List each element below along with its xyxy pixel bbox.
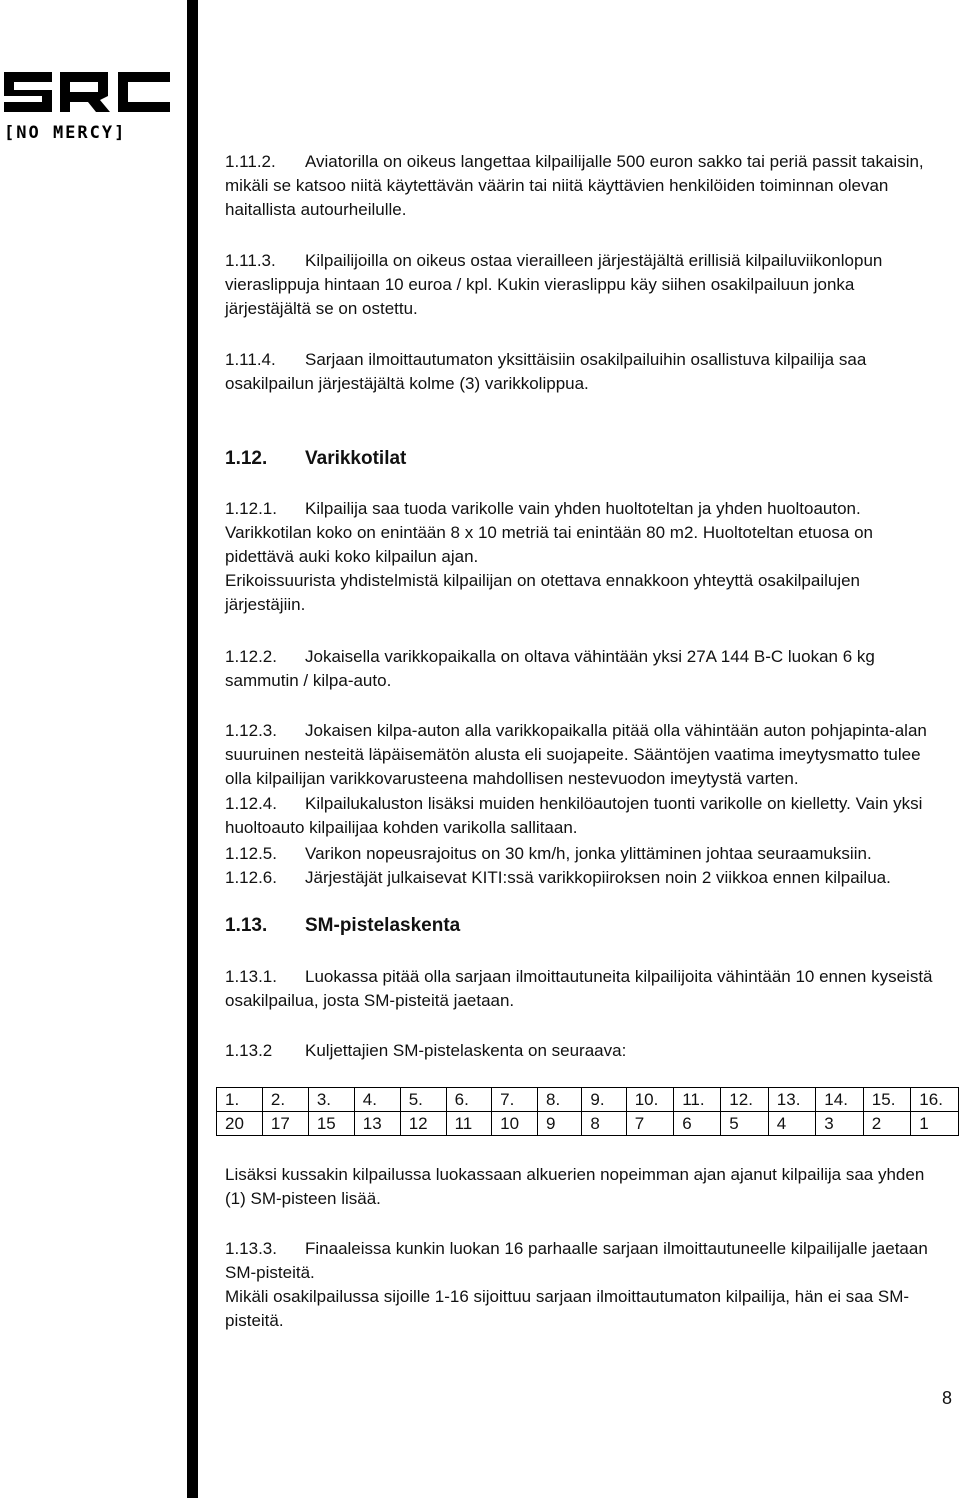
position-cell: 7. (492, 1088, 538, 1112)
section-number: 1.13.3. (225, 1239, 277, 1258)
section-1-13-2 (225, 1039, 935, 1063)
section-text: Jokaisella varikkopaikalla on oltava vähintään yksi 27A 144 B-C luokan 6 kg sammutin / kilpa-auto. (225, 647, 875, 690)
position-cell: 6. (446, 1088, 492, 1112)
section-text: Luokassa pitää olla sarjaan ilmoittautuneita kilpailijoita vähintään 10 ennen kyseistä osakilpailua, josta SM-pisteitä jaetaan. (225, 967, 933, 1010)
section-text: Kuljettajien SM-pistelaskenta on seuraava: (305, 1041, 627, 1060)
heading-number: 1.13. (225, 915, 268, 936)
positions-row (217, 1088, 959, 1112)
section-1-11-3 (225, 249, 935, 321)
position-cell: 8. (538, 1088, 582, 1112)
position-cell: 4. (354, 1088, 400, 1112)
position-cell: 12. (721, 1088, 769, 1112)
points-cell: 11 (446, 1112, 492, 1136)
points-cell: 5 (721, 1112, 769, 1136)
points-cell: 12 (400, 1112, 446, 1136)
points-cell: 8 (582, 1112, 626, 1136)
section-text: Sarjaan ilmoittautumaton yksittäisiin osakilpailuihin osallistuva kilpailija saa osakilpailun järjestäjältä kolme (3) varikkolippua. (225, 350, 867, 393)
points-cell: 6 (674, 1112, 721, 1136)
points-cell: 4 (768, 1112, 816, 1136)
section-number: 1.11.2. (225, 152, 276, 171)
sm-points-table (216, 1087, 959, 1136)
section-number: 1.11.4. (225, 350, 276, 369)
position-cell: 5. (400, 1088, 446, 1112)
heading-text: SM-pistelaskenta (305, 915, 461, 936)
section-1-12-5 (225, 842, 935, 866)
heading-sm-pistelaskenta (225, 914, 460, 938)
points-cell: 1 (911, 1112, 959, 1136)
section-text: Kilpailukaluston lisäksi muiden henkilöautojen tuonti varikolle on kielletty. Vain yksi huoltoauto kilpailijaa kohden varikolla sallitaan. (225, 794, 923, 837)
section-extra-text: Mikäli osakilpailussa sijoille 1-16 sijoittuu sarjaan ilmoittautumaton kilpailija, hän ei saa SM-pisteitä. (225, 1287, 910, 1330)
points-cell: 15 (308, 1112, 354, 1136)
section-text: Varikon nopeusrajoitus on 30 km/h, jonka ylittäminen johtaa seuraamuksiin. (305, 844, 872, 863)
section-1-12-4 (225, 792, 935, 840)
page-margin-bar (187, 0, 198, 1498)
src-no-mercy-logo (0, 66, 175, 146)
points-cell: 10 (492, 1112, 538, 1136)
section-1-11-4 (225, 348, 935, 396)
points-cell: 7 (626, 1112, 674, 1136)
section-number: 1.12.6. (225, 868, 277, 887)
section-1-12-6 (225, 866, 935, 890)
section-text: Kilpailija saa tuoda varikolle vain yhden huoltoteltan ja yhden huoltoauton. Varikkotilan koko on enintään 8 x 10 metriä tai enintään 80 m2. Huoltoteltan etuosa on pidettävä auki koko kilpailun ajan. (225, 499, 873, 566)
section-1-12-3 (225, 719, 935, 791)
section-extra-text: Erikoissuurista yhdistelmistä kilpailijan on otettava ennakkoon yhteyttä osakilpailujen järjestäjiin. (225, 571, 861, 614)
section-1-13-1 (225, 965, 935, 1013)
section-number: 1.12.3. (225, 721, 277, 740)
points-cell: 13 (354, 1112, 400, 1136)
section-1-12-2 (225, 645, 935, 693)
bonus-point-paragraph (225, 1163, 935, 1211)
section-1-11-2 (225, 150, 935, 222)
heading-text: Varikkotilat (305, 448, 407, 469)
points-cell: 2 (863, 1112, 911, 1136)
section-text: Kilpailijoilla on oikeus ostaa vierailleen järjestäjältä erillisiä kilpailuviikonlopun vieraslippuja hintaan 10 euroa / kpl. Kukin vieraslippu käy siihen osakilpailuun jonka järjestäjältä se on ostettu. (225, 251, 883, 318)
section-1-12-1 (225, 497, 935, 617)
position-cell: 9. (582, 1088, 626, 1112)
heading-number: 1.12. (225, 448, 268, 469)
section-number: 1.13.1. (225, 967, 277, 986)
position-cell: 16. (911, 1088, 959, 1112)
section-number: 1.12.2. (225, 647, 277, 666)
points-cell: 9 (538, 1112, 582, 1136)
section-text: Järjestäjät julkaisevat KITI:ssä varikkopiiroksen noin 2 viikkoa ennen kilpailua. (305, 868, 891, 887)
position-cell: 1. (217, 1088, 263, 1112)
section-text: Aviatorilla on oikeus langettaa kilpailijalle 500 euron sakko tai periä passit takaisin, mikäli se katsoo niitä käytettävän väärin tai niitä käyttävien henkilöiden toiminnan olevan haitallista autourheilulle. (225, 152, 924, 219)
points-cell: 3 (816, 1112, 864, 1136)
position-cell: 11. (674, 1088, 721, 1112)
position-cell: 15. (863, 1088, 911, 1112)
section-number: 1.12.5. (225, 844, 277, 863)
section-text: Lisäksi kussakin kilpailussa luokassaan alkuerien nopeimman ajan ajanut kilpailija saa yhden (1) SM-pisteen lisää. (225, 1165, 925, 1208)
points-cell: 20 (217, 1112, 263, 1136)
section-number: 1.13.2 (225, 1041, 273, 1060)
section-text: Finaaleissa kunkin luokan 16 parhaalle sarjaan ilmoittautuneelle kilpailijalle jaetaan SM-pisteitä. (225, 1239, 928, 1282)
section-number: 1.12.4. (225, 794, 277, 813)
points-cell: 17 (262, 1112, 308, 1136)
section-number: 1.11.3. (225, 251, 276, 270)
points-row (217, 1112, 959, 1136)
position-cell: 14. (816, 1088, 864, 1112)
section-number: 1.12.1. (225, 499, 277, 518)
position-cell: 3. (308, 1088, 354, 1112)
section-text: Jokaisen kilpa-auton alla varikkopaikalla pitää olla vähintään auton pohjapinta-alan suuruinen nesteitä läpäisemätön alusta eli suojapeite. Sääntöjen vaatima imeytysmatto tulee olla kilpailijan varikkovarusteena mahdollisen nestevuodon imeytystä varten. (225, 721, 927, 788)
page-number: 8 (942, 1388, 953, 1408)
position-cell: 13. (768, 1088, 816, 1112)
position-cell: 10. (626, 1088, 674, 1112)
heading-varikkotilat (225, 447, 406, 471)
position-cell: 2. (262, 1088, 308, 1112)
section-1-13-3 (225, 1237, 935, 1333)
svg-text:[NO MERCY]: [NO MERCY] (4, 123, 127, 143)
